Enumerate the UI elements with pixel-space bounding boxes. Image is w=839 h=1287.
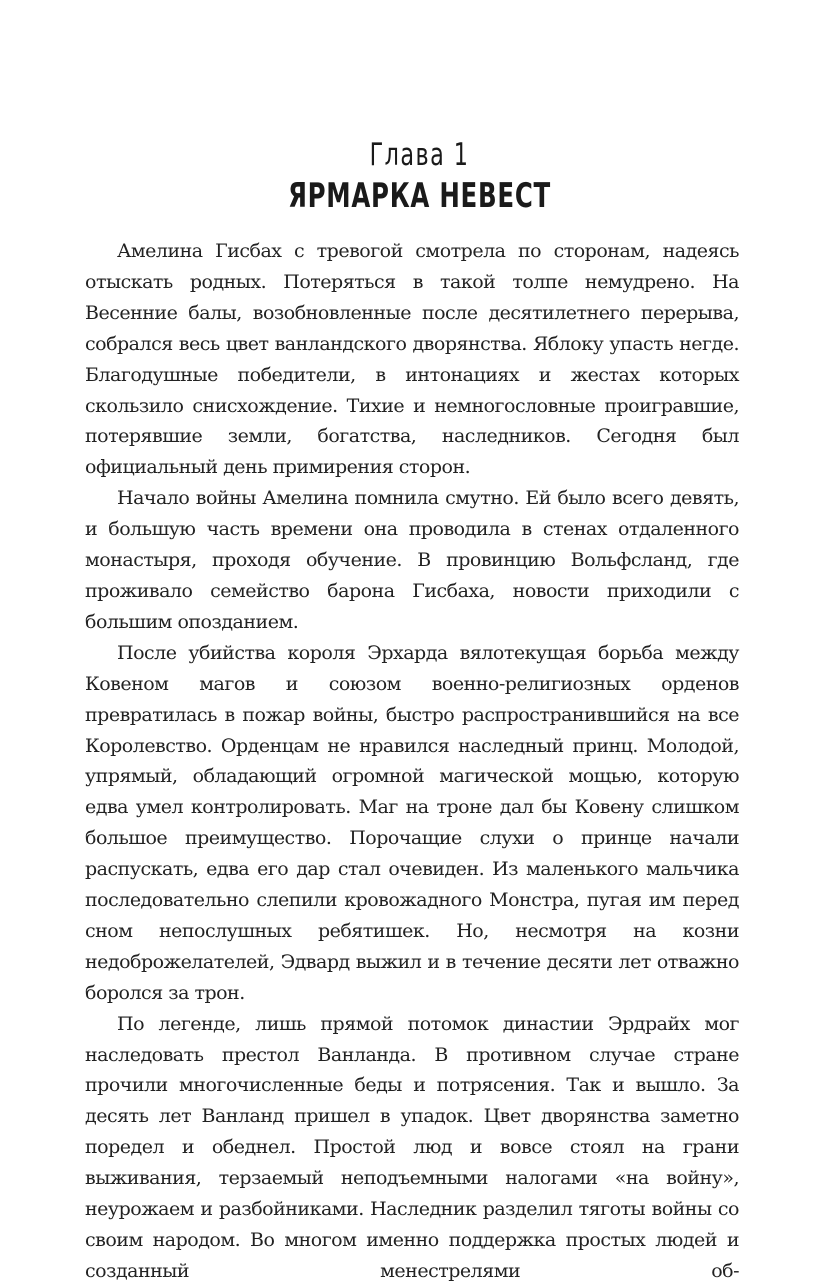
paragraph: Амелина Гисбах с тревогой смотрела по сторонам, надеясь отыскать родных. Потеряться в такой толпе немудрено. На Весенние балы, возобновленные после десятилетнего перерыва, собрался весь цвет ванландского дворянства. Яблоку упасть негде. Благодушные победители, в интонациях и жестах которых скользило снисхождение. Тихие и немногословные проигравшие, потерявшие земли, богатства, наследников. Сегодня был официальный день примирения сторон. — [85, 240, 739, 479]
body-text — [85, 236, 739, 1287]
chapter-title: ЯРМАРКА НЕВЕСТ — [288, 176, 551, 216]
paragraph: После убийства короля Эрхарда вялотекущая борьба между Ковеном магов и союзом военно-религиозных орденов превратилась в пожар войны, быстро распространившийся на все Королевство. Орденцам не нравился наследный принц. Молодой, упрямый, обладающий огромной магической мощью, которую едва умел контролировать. Маг на троне дал бы Ковену слишком большое преимущество. Порочащие слухи о принце начали распускать, едва его дар стал очевиден. Из маленького мальчика последовательно слепили кровожадного Монстра, пугая им перед сном непослушных ребятишек. Но, несмотря на козни недоброжелателей, Эдвард выжил и в течение десяти лет отважно боролся за трон. — [85, 641, 739, 1004]
paragraph: Начало войны Амелина помнила смутно. Ей было всего девять, и большую часть времени она проводила в стенах отдаленного монастыря, проходя обучение. В провинцию Вольфсланд, где проживало семейство барона Гисбаха, новости приходили с большим опозданием. — [85, 487, 739, 633]
paragraph: По легенде, лишь прямой потомок династии Эрдрайх мог наследовать престол Ванланда. В противном случае стране прочили многочисленные беды и потрясения. Так и вышло. За десять лет Ванланд пришел в упадок. Цвет дворянства заметно поредел и обеднел. Простой люд и вовсе стоял на грани выживания, терзаемый неподъемными налогами «на войну», неурожаем и разбойниками. Наследник разделил тяготы войны со своим народом. Во многом именно поддержка простых людей и созданный менестрелями об- — [85, 1012, 739, 1282]
chapter-label: Глава 1 — [369, 137, 470, 173]
